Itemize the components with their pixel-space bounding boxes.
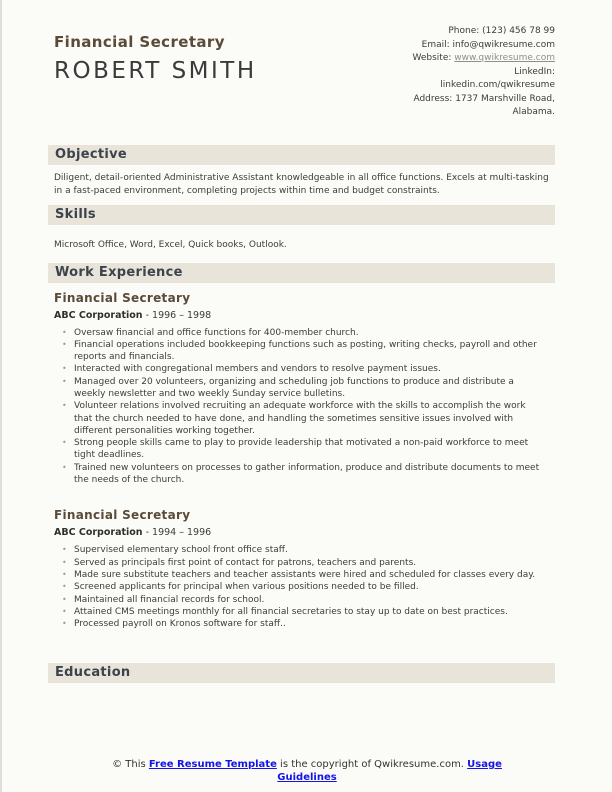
list-item: • Made sure substitute teachers and teacher assistants were hired and scheduled for classes every day.	[74, 569, 540, 581]
contact-website-label: Website:	[412, 53, 455, 63]
list-item: • Interacted with congregational members and vendors to resolve payment issues.	[74, 363, 540, 375]
page-title: Financial Secretary	[54, 33, 225, 51]
job-2-dates: - 1994 – 1996	[142, 527, 212, 539]
header-title-block	[48, 24, 257, 120]
skills-text: Microsoft Office, Word, Excel, Quick books, Outlook.	[54, 240, 287, 250]
objective-text: Diligent, detail-oriented Administrative Assistant knowledgeable in all office functions. Excels at multi-tasking in a fast-paced environment, completing projects within time and budget constraints.	[54, 173, 549, 196]
job-2-company: ABC Corporation	[54, 527, 143, 539]
list-item: • Oversaw financial and office functions for 400-member church.	[74, 327, 540, 339]
job-1-bullet-list	[54, 327, 540, 487]
section-header-work-experience	[48, 263, 555, 283]
list-item: • Screened applicants for principal when various positions needed to be filled.	[74, 581, 540, 593]
free-resume-template-link[interactable]: Free Resume Template	[148, 759, 277, 770]
section-header-objective	[48, 145, 555, 165]
contact-website	[412, 52, 555, 66]
section-title-education: Education	[55, 665, 131, 681]
footer-text	[81, 758, 533, 784]
list-item: • Strong people skills came to play to provide leadership that motivated a non-paid workforce to meet tight deadlines.	[74, 437, 540, 462]
contact-phone: Phone: (123) 456 78 99	[448, 26, 555, 36]
list-item: • Maintained all financial records for school.	[74, 594, 540, 606]
section-title-skills: Skills	[55, 207, 96, 222]
contact-address-line1: Address: 1737 Marshville Road,	[413, 93, 555, 104]
person-name: ROBERT SMITH	[54, 58, 257, 84]
list-item: • Trained new volunteers on processes to gather information, produce and distribute documents to meet the needs of the church.	[74, 462, 540, 487]
job-entry-1	[48, 291, 555, 487]
section-header-skills	[48, 205, 555, 225]
list-item: • Attained CMS meetings monthly for all financial secretaries to stay up to date on best practices.	[74, 606, 540, 618]
contact-address-line2: Alabama.	[512, 107, 555, 117]
contact-email: Email: info@qwikresume.com	[421, 39, 555, 50]
list-item: • Volunteer relations involved recruiting an adequate workforce with the skills to accomplish the work that the church needed to have done, and handling the sometimes sensitive issues involved with different personalities working together.	[74, 400, 540, 437]
section-title-objective: Objective	[55, 147, 127, 162]
contact-linkedin-url: linkedin.com/qwikresume	[440, 80, 555, 90]
footer-middle: is the copyright of Qwikresume.com.	[276, 759, 468, 770]
job-entry-2	[48, 508, 555, 630]
list-item: • Managed over 20 volunteers, organizing and scheduling job functions to produce and distribute a weekly newsletter and two weekly Sunday service bulletins.	[74, 376, 540, 401]
section-header-education	[48, 663, 555, 683]
job-2-role: Financial Secretary	[54, 508, 191, 523]
job-1-role: Financial Secretary	[54, 290, 191, 305]
job-1-company-line	[54, 310, 555, 321]
contact-linkedin-label: LinkedIn:	[514, 66, 555, 77]
resume-header	[48, 24, 555, 120]
job-1-company: ABC Corporation	[54, 309, 143, 321]
website-link[interactable]: www.qwikresume.com	[454, 53, 555, 63]
section-title-work-experience: Work Experience	[55, 264, 183, 280]
page-footer	[2, 758, 612, 784]
list-item: • Financial operations included bookkeeping functions such as posting, writing checks, payroll and other reports and financials.	[74, 339, 540, 364]
usage-guidelines-link[interactable]: Usage Guidelines	[277, 759, 502, 783]
job-2-bullet-list	[54, 544, 540, 630]
list-item: • Processed payroll on Kronos software for staff..	[74, 618, 540, 630]
list-item: • Served as principals first point of contact for patrons, teachers and parents.	[74, 557, 540, 569]
footer-prefix: © This	[112, 759, 149, 770]
contact-block	[412, 24, 555, 120]
list-item: • Supervised elementary school front office staff.	[74, 544, 540, 556]
job-2-company-line	[54, 527, 555, 538]
job-1-dates: - 1996 – 1998	[142, 309, 212, 321]
